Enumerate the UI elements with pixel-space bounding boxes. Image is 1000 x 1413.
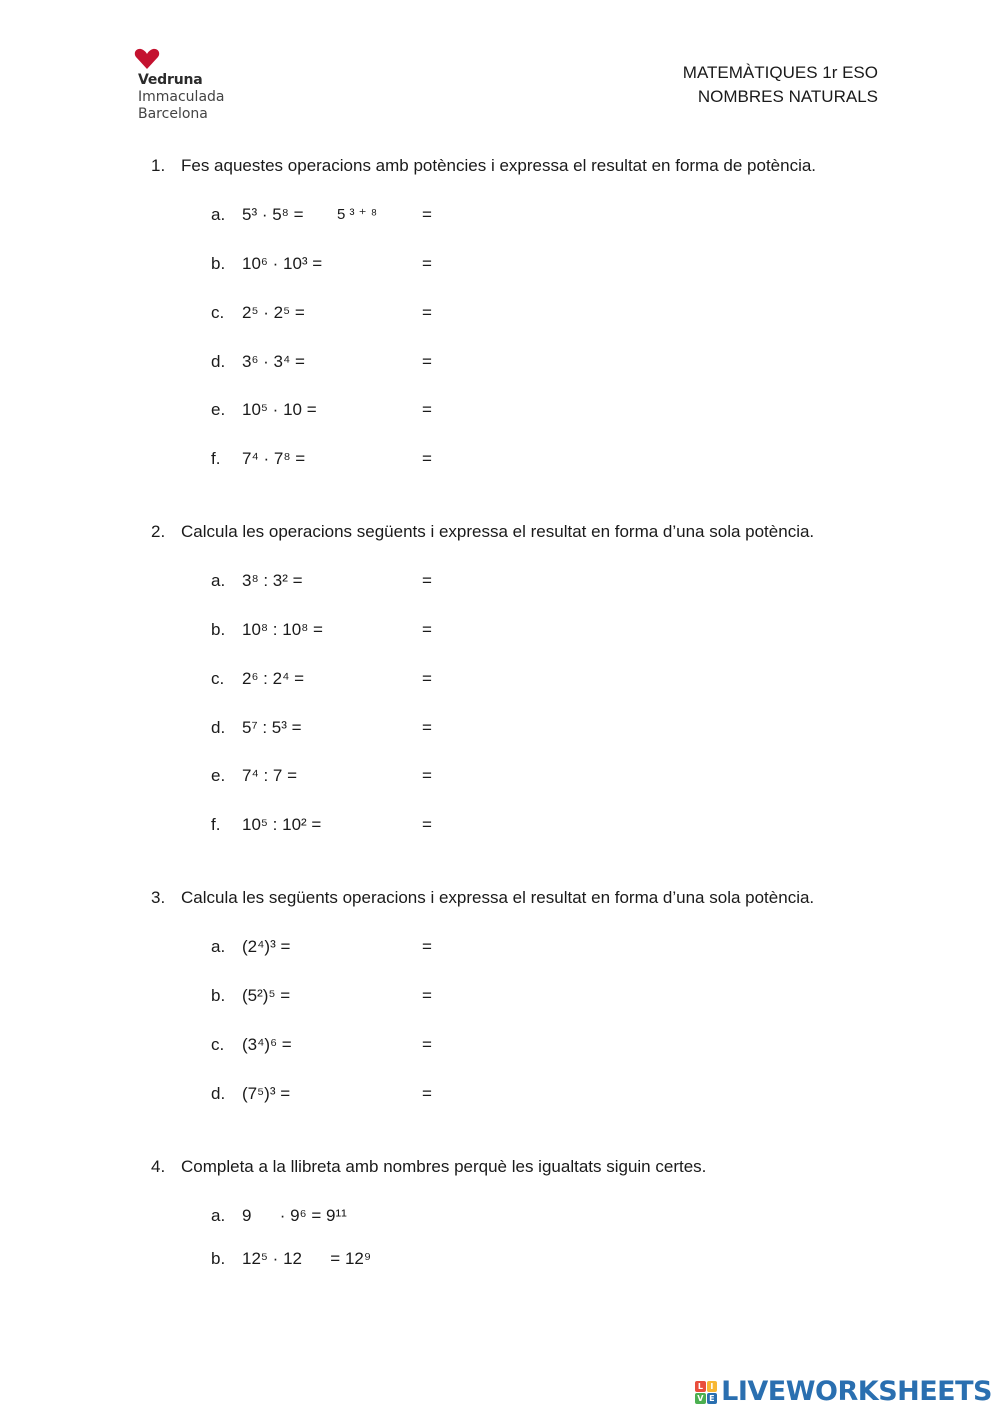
item-letter: b. xyxy=(211,986,226,1005)
item-letter: f. xyxy=(211,815,221,834)
item-expression: 5³ · 5⁸ = xyxy=(242,205,304,224)
question-2 xyxy=(151,522,814,542)
item-letter: b. xyxy=(211,254,226,273)
item-letter: d. xyxy=(211,718,226,737)
answer-equals[interactable]: = xyxy=(422,1084,432,1103)
liveworksheets-logo xyxy=(695,1376,992,1407)
item-expression: 2⁶ : 2⁴ = xyxy=(242,669,305,688)
item-letter: d. xyxy=(211,352,226,371)
question-text: Calcula les operacions següents i expressa el resultat en forma d’una sola potència. xyxy=(181,522,815,541)
question-number: 1. xyxy=(151,156,166,175)
answer-equals[interactable]: = xyxy=(422,254,432,273)
question-number: 2. xyxy=(151,522,166,541)
answer-equals[interactable]: = xyxy=(422,352,432,371)
question-1 xyxy=(151,156,816,176)
logo-line3: Barcelona xyxy=(138,106,208,120)
item-letter: c. xyxy=(211,669,225,688)
item-expression: 3⁸ : 3² = xyxy=(242,571,303,590)
item-letter: f. xyxy=(211,449,221,468)
icon-letter: E xyxy=(707,1393,718,1404)
question-number: 3. xyxy=(151,888,166,907)
icon-letter: V xyxy=(695,1393,706,1404)
item-letter: c. xyxy=(211,303,225,322)
item-expression: 3⁶ · 3⁴ = xyxy=(242,352,305,371)
question-number: 4. xyxy=(151,1157,166,1176)
answer-equals[interactable]: = xyxy=(422,718,432,737)
subject-title: MATEMÀTIQUES 1r ESO xyxy=(682,63,878,82)
logo-brand: Vedruna xyxy=(138,72,203,88)
liveworksheets-brand: LIVEWORKSHEETS xyxy=(721,1376,992,1407)
item-hint: 5 ³ ⁺ ⁸ xyxy=(337,206,378,223)
item-expression: 10⁵ : 10² = xyxy=(242,815,322,834)
answer-equals[interactable]: = xyxy=(422,449,432,468)
item-expression: 10⁶ · 10³ = xyxy=(242,254,323,273)
heart-icon xyxy=(134,48,160,70)
item-letter: b. xyxy=(211,1249,226,1268)
item-expression: 5⁷ : 5³ = xyxy=(242,718,302,737)
question-text: Fes aquestes operacions amb potències i expressa el resultat en forma de potència. xyxy=(181,156,817,175)
item-letter: a. xyxy=(211,571,226,590)
answer-equals[interactable]: = xyxy=(422,669,432,688)
item-expression: 10⁸ : 10⁸ = xyxy=(242,620,323,639)
item-letter: e. xyxy=(211,766,226,785)
item-expression: 7⁴ : 7 = xyxy=(242,766,298,785)
item-expression: (5²)⁵ = xyxy=(242,986,291,1005)
item-letter: c. xyxy=(211,1035,225,1054)
answer-equals[interactable]: = xyxy=(422,303,432,322)
answer-equals[interactable]: = xyxy=(422,766,432,785)
icon-letter: I xyxy=(707,1381,718,1392)
icon-letter: L xyxy=(695,1381,706,1392)
answer-equals[interactable]: = xyxy=(422,1035,432,1054)
item-expression: (7⁵)³ = xyxy=(242,1084,291,1103)
item-expression: 2⁵ · 2⁵ = xyxy=(242,303,305,322)
question-text: Calcula les següents operacions i expressa el resultat en forma d’una sola potència. xyxy=(181,888,815,907)
item-letter: a. xyxy=(211,937,226,956)
item-expression[interactable]: 12⁵ · 12 = 12⁹ xyxy=(242,1249,372,1268)
item-expression: 10⁵ · 10 = xyxy=(242,400,317,419)
answer-equals[interactable]: = xyxy=(422,815,432,834)
item-letter: a. xyxy=(211,1206,226,1225)
answer-equals[interactable]: = xyxy=(422,937,432,956)
liveworksheets-icon xyxy=(695,1381,717,1403)
item-letter: a. xyxy=(211,205,226,224)
item-letter: b. xyxy=(211,620,226,639)
question-4 xyxy=(151,1157,706,1177)
item-letter: d. xyxy=(211,1084,226,1103)
question-text: Completa a la llibreta amb nombres perquè les igualtats siguin certes. xyxy=(181,1157,707,1176)
question-3 xyxy=(151,888,814,908)
logo-line2: Immaculada xyxy=(138,89,225,105)
answer-equals[interactable]: = xyxy=(422,205,432,224)
topic-title: NOMBRES NATURALS xyxy=(697,87,878,106)
answer-equals[interactable]: = xyxy=(422,986,432,1005)
item-expression: (2⁴)³ = xyxy=(242,937,291,956)
answer-equals[interactable]: = xyxy=(422,571,432,590)
answer-equals[interactable]: = xyxy=(422,400,432,419)
item-expression[interactable]: 9 · 9⁶ = 9¹¹ xyxy=(242,1206,347,1225)
answer-equals[interactable]: = xyxy=(422,620,432,639)
item-letter: e. xyxy=(211,400,226,419)
document-header xyxy=(683,61,878,109)
item-expression: (3⁴)⁶ = xyxy=(242,1035,292,1054)
item-expression: 7⁴ · 7⁸ = xyxy=(242,449,306,468)
school-logo xyxy=(134,48,244,124)
